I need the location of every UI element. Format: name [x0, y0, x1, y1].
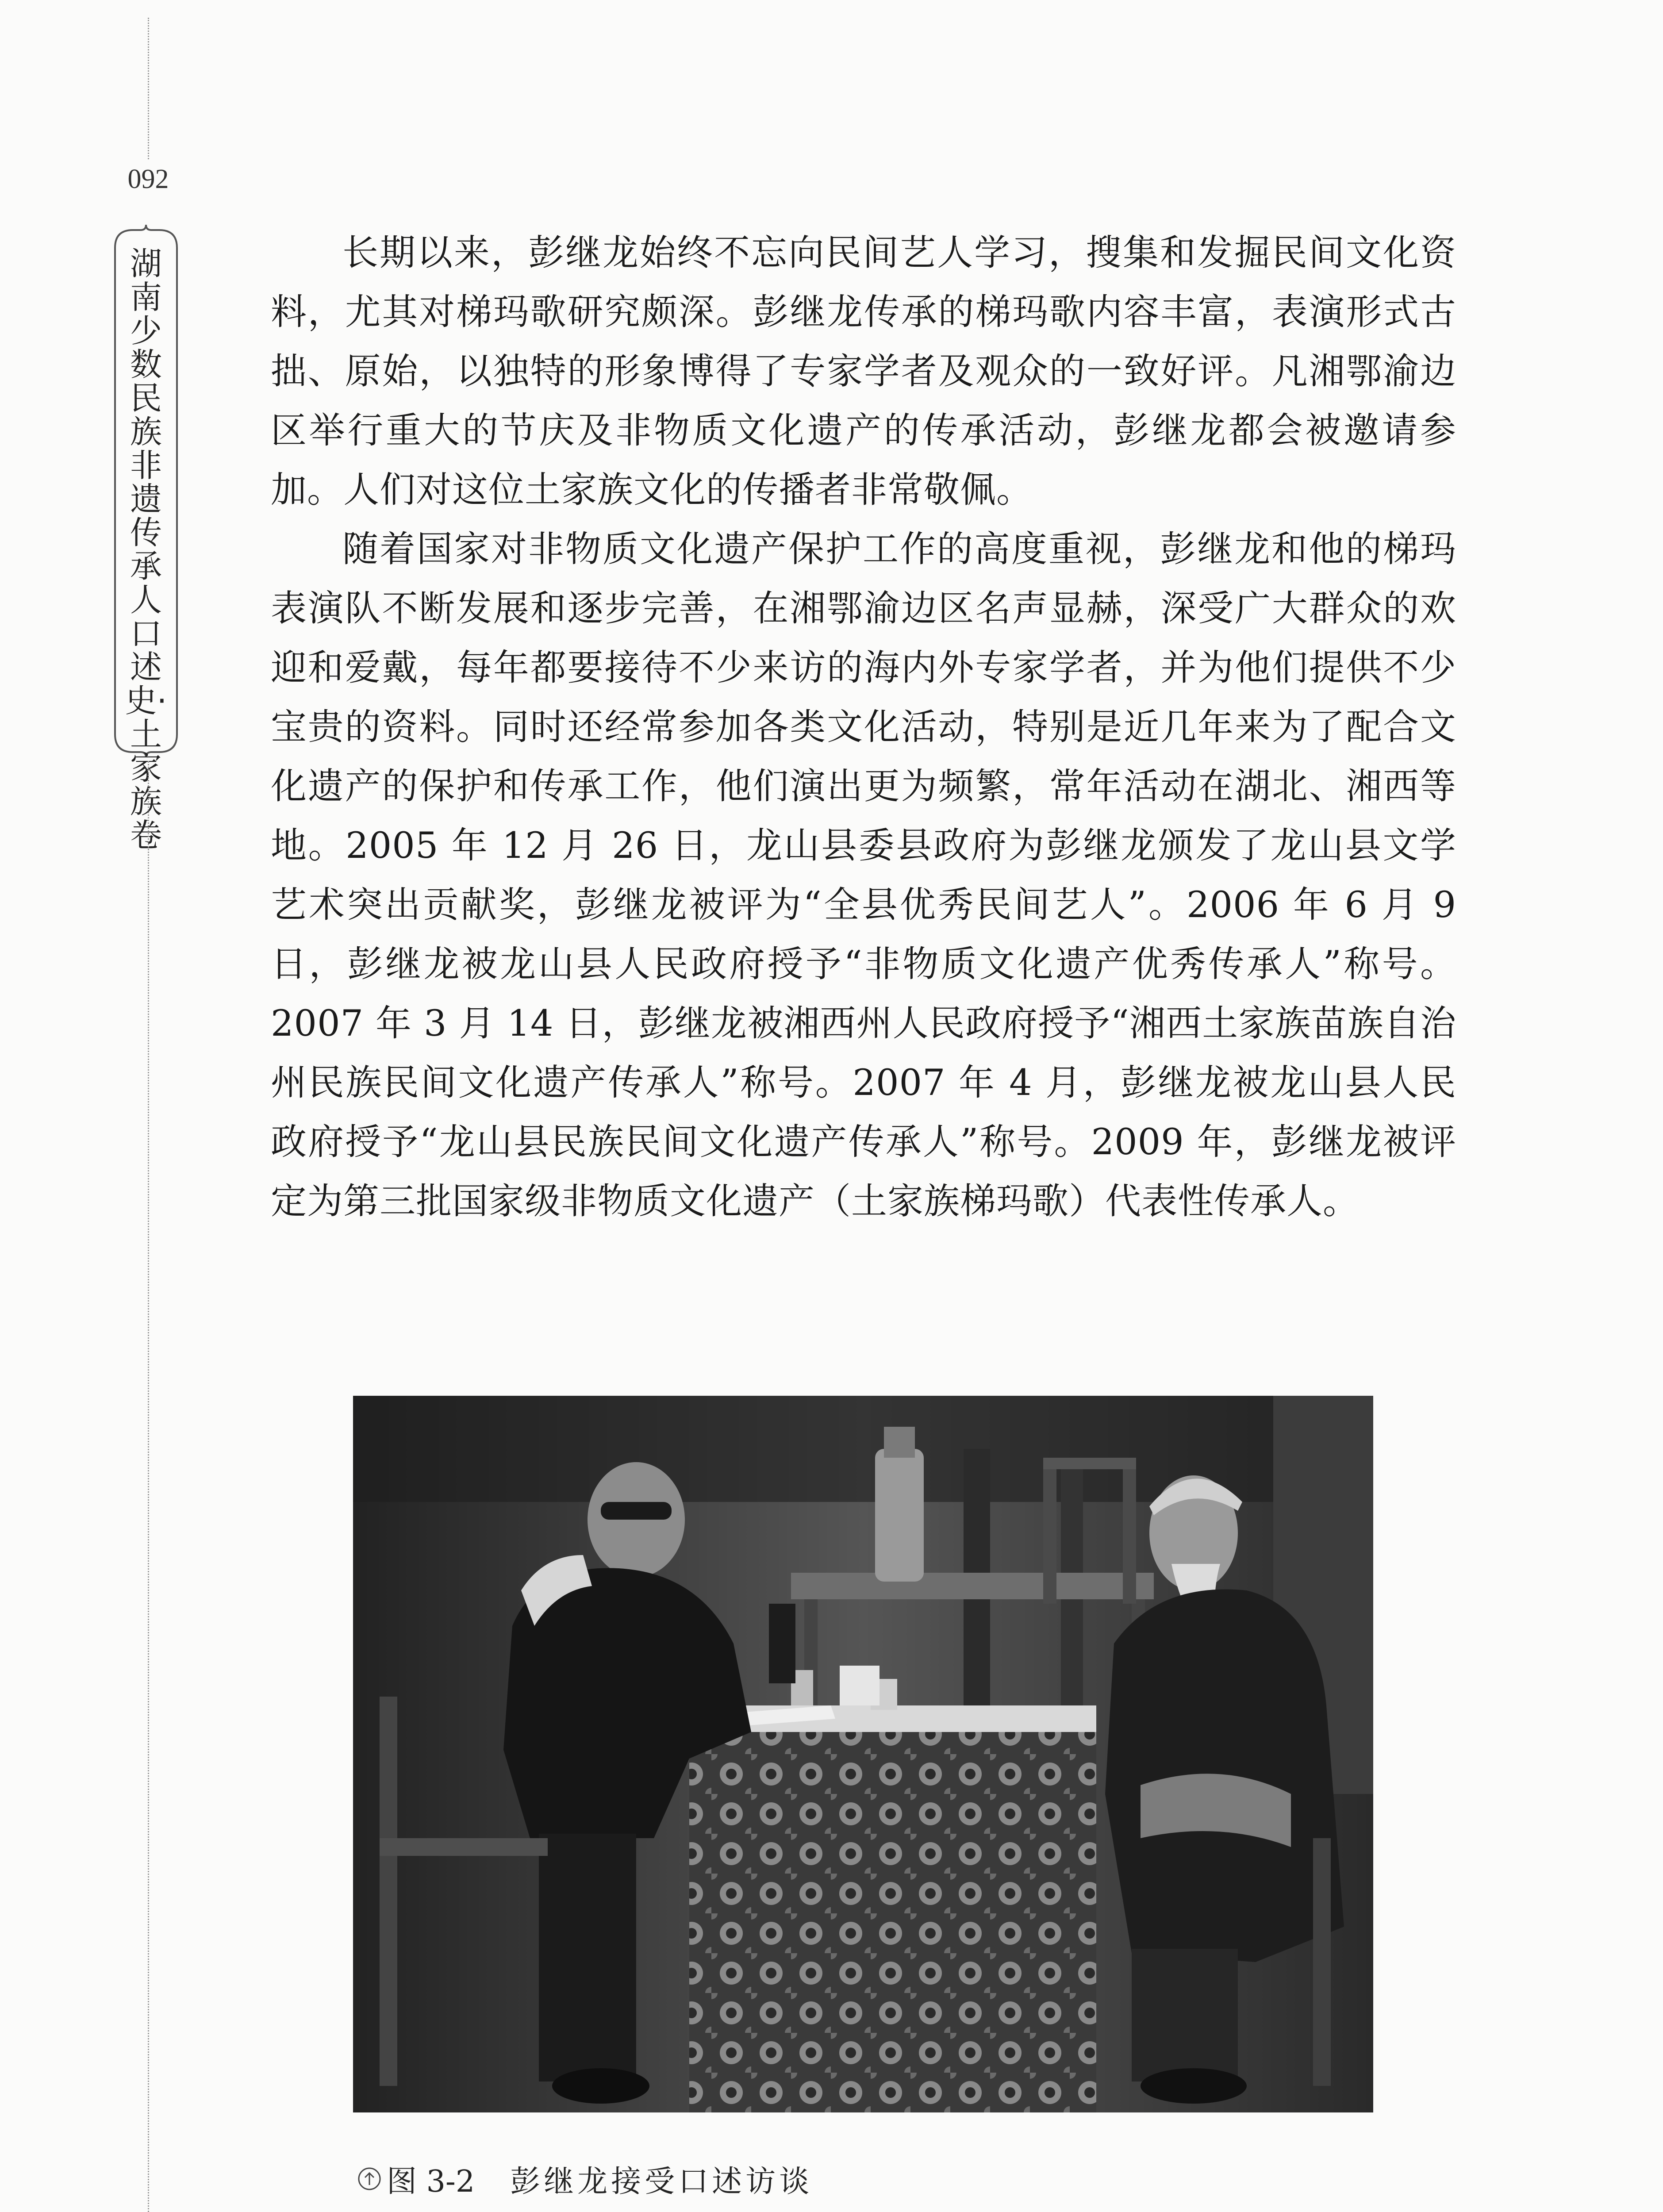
- figure-title: 彭继龙接受口述访谈: [510, 2164, 813, 2199]
- running-head: [102, 221, 190, 854]
- figure-number: 图 3-2: [387, 2164, 475, 2199]
- margin-rule-top: [148, 18, 149, 159]
- paragraph-1: 长期以来，彭继龙始终不忘向民间艺人学习，搜集和发掘民间文化资料，尤其对梯玛歌研究颇深。彭继龙传承的梯玛歌内容丰富，表演形式古拙、原始，以独特的形象博得了专家学者及观众的一致好评。凡湘鄂渝边区举行重大的节庆及非物质文化遗产的传承活动，彭继龙都会被邀请参加。人们对这位土家族文化的传播者非常敬佩。: [271, 232, 1456, 511]
- interview-photo: [353, 1396, 1373, 2112]
- margin-rule-bottom: [148, 761, 149, 2212]
- paragraph-2: 随着国家对非物质文化遗产保护工作的高度重视，彭继龙和他的梯玛表演队不断发展和逐步完善，在湘鄂渝边区名声显赫，深受广大群众的欢迎和爱戴，每年都要接待不少来访的海内外专家学者，并为他们提供不少宝贵的资料。同时还经常参加各类文化活动，特别是近几年来为了配合文化遗产的保护和传承工作，他们演出更为频繁，常年活动在湖北、湘西等地。2005 年 12 月 26 日，龙山县委县政府为彭继龙颁发了龙山县文学艺术突出贡献奖，彭继龙被评为“全县优秀民间艺人”。2006 年 6 月 9 日，彭继龙被龙山县人民政府授予“非物质文化遗产优秀传承人”称号。2007 年 3 月 14 日，彭继龙被湘西州人民政府授予“湘西土家族苗族自治州民族民间文化遗产传承人”称号。2007 年 4 月，彭继龙被龙山县人民政府授予“龙山县民族民间文化遗产传承人”称号。2009 年，彭继龙被评定为第三批国家级非物质文化遗产（土家族梯玛歌）代表性传承人。: [271, 529, 1456, 1222]
- body-text: [271, 223, 1456, 1231]
- page-number: 092: [127, 164, 169, 194]
- figure-marker-icon: [357, 2166, 382, 2192]
- figure-caption: [357, 2159, 813, 2199]
- book-title: 湖南少数民族非遗传承人口述史·土家族卷: [125, 245, 167, 854]
